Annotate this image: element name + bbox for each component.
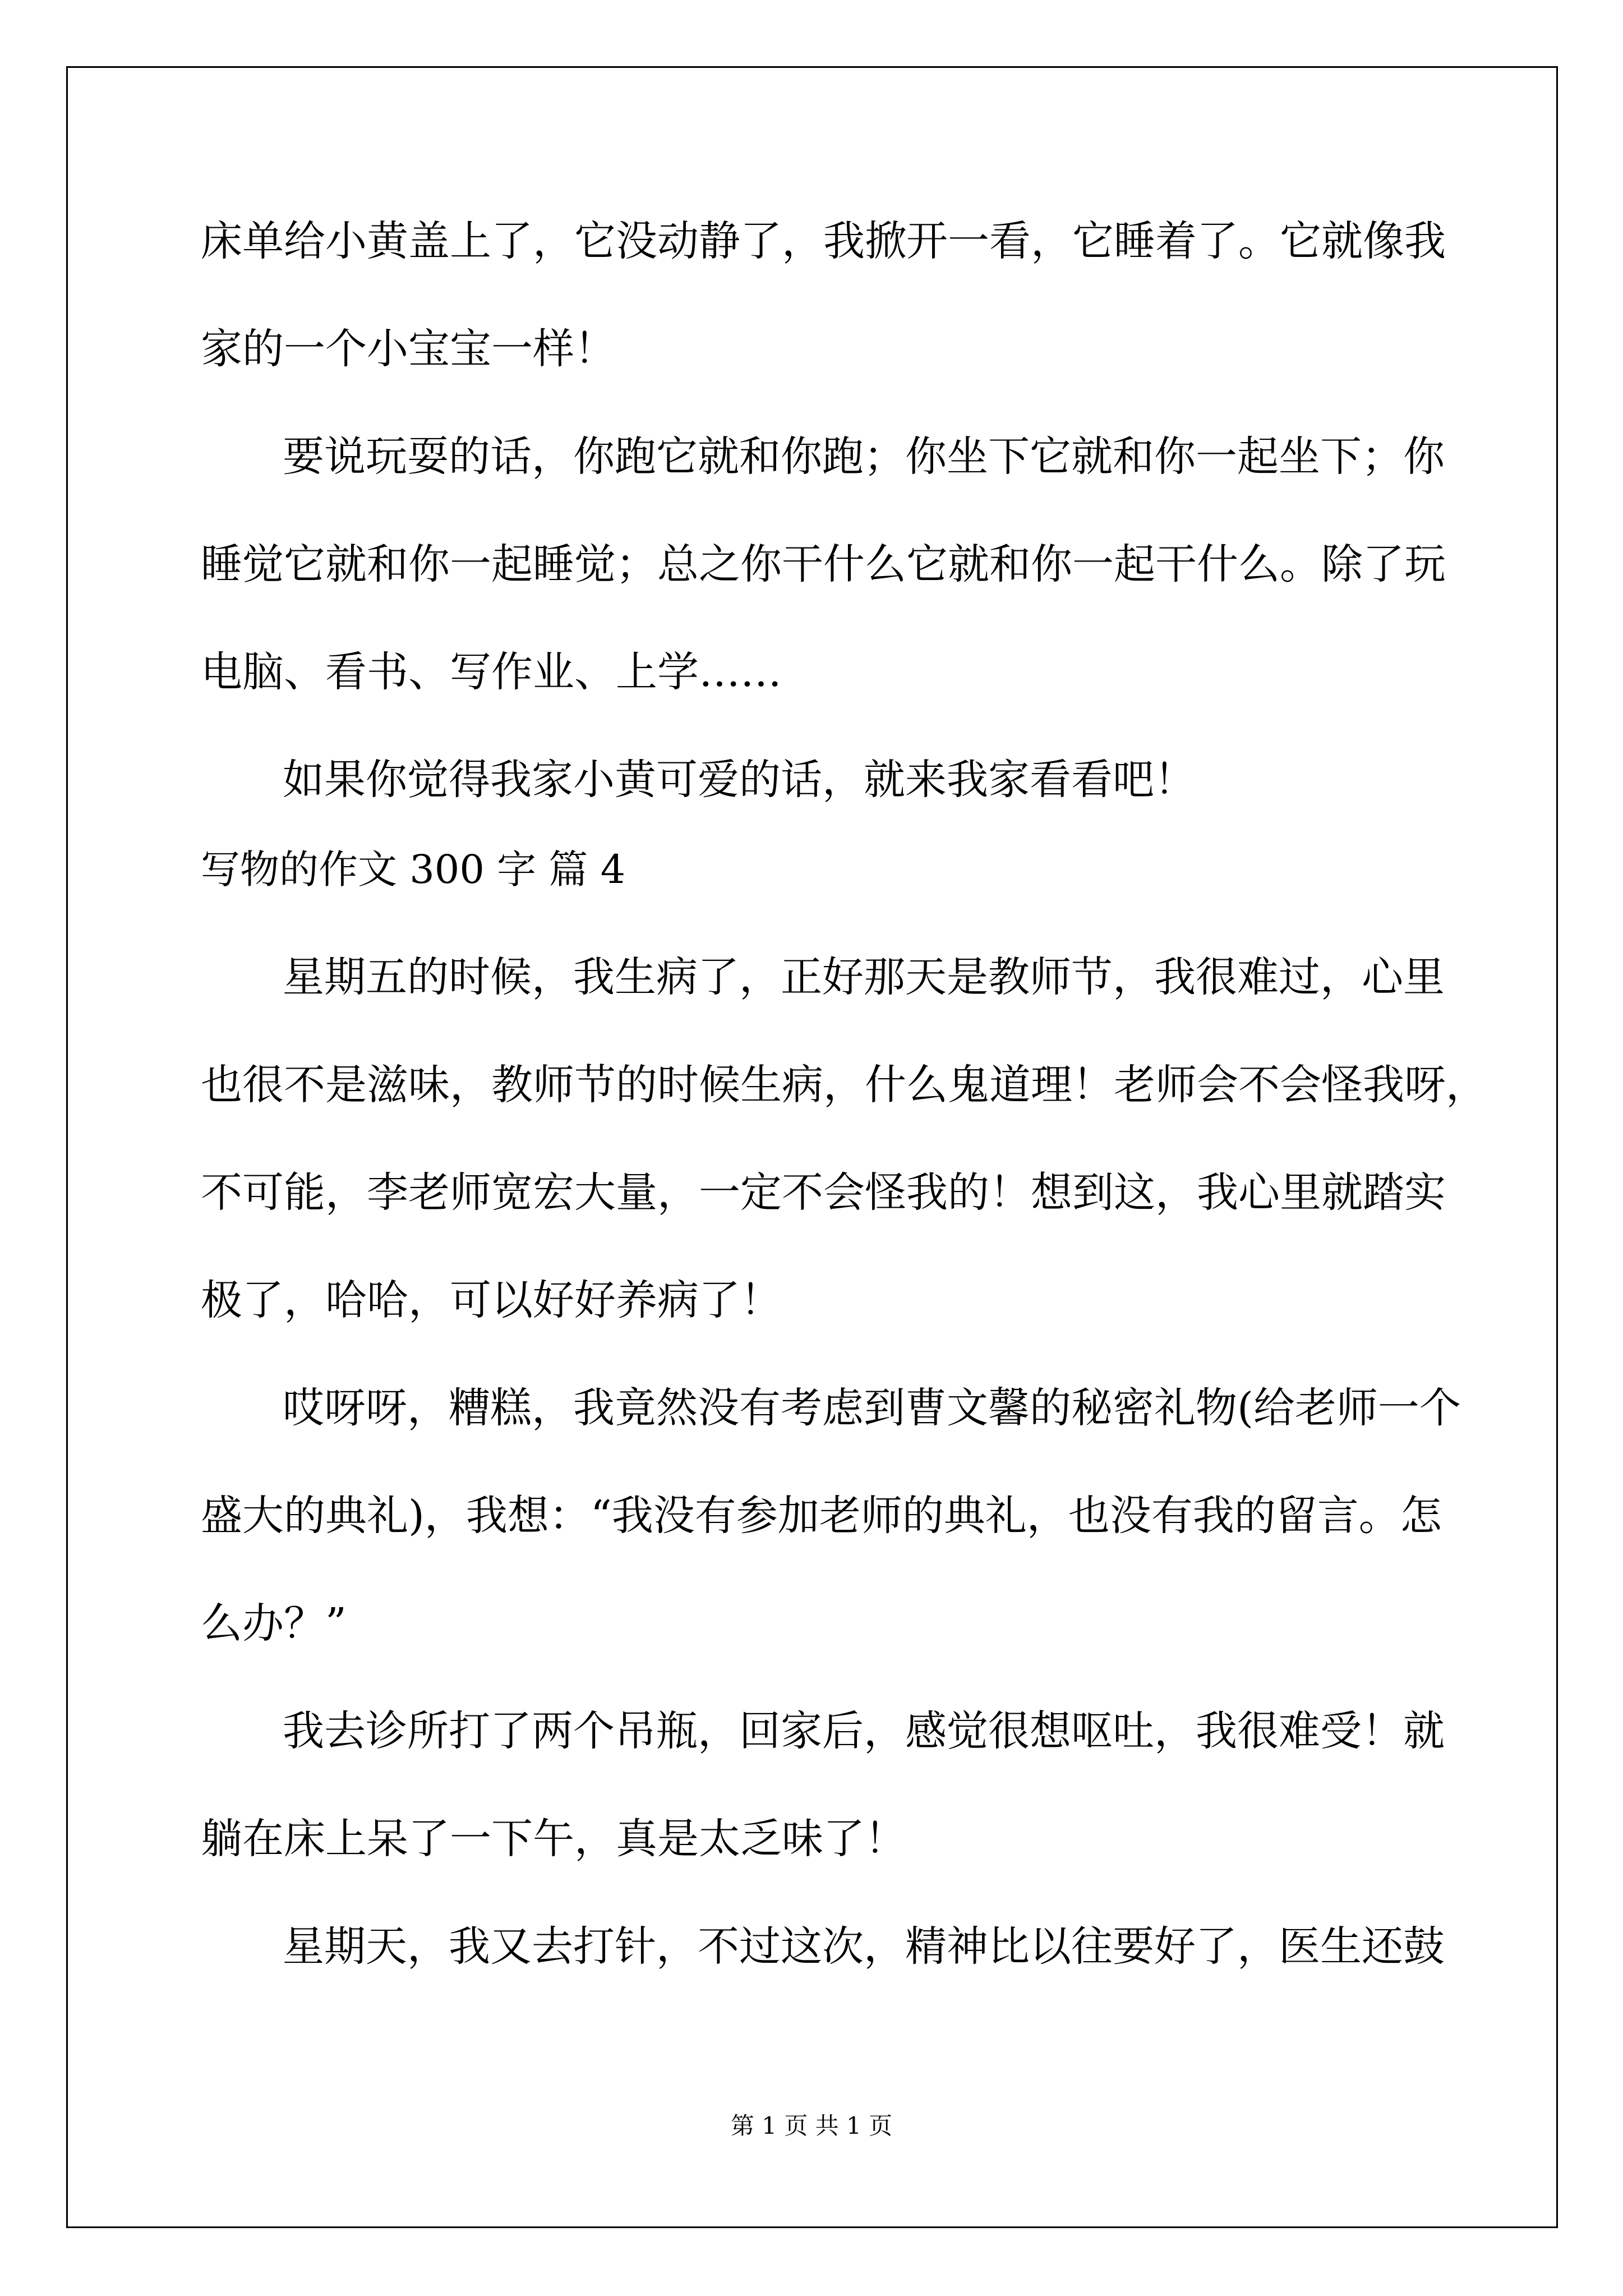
paragraph-start-line: 要说玩耍的话，你跑它就和你跑；你坐下它就和你一起坐下；你 (283, 432, 1445, 481)
text-line: 不可能，李老师宽宏大量，一定不会怪我的！想到这，我心里就踏实 (201, 1168, 1446, 1217)
text-line: 躺在床上呆了一下午，真是太乏味了！ (201, 1815, 906, 1863)
text-line: 电脑、看书、写作业、上学…… (201, 648, 782, 696)
paragraph-start-line: 如果你觉得我家小黄可爱的话，就来我家看看吧！ (283, 756, 1196, 804)
text-line: 也很不是滋味，教师节的时候生病，什么鬼道理！老师会不会怪我呀， (201, 1061, 1487, 1109)
text-line: 家的一个小宝宝一样！ (201, 325, 616, 373)
section-heading: 写物的作文 300 字 篇 4 (201, 846, 626, 892)
text-line: 盛大的典礼)，我想：“我没有参加老师的典礼，也没有我的留言。怎 (201, 1492, 1442, 1540)
text-line: 么办？” (201, 1599, 347, 1648)
paragraph-start-line: 星期天，我又去打针，不过这次，精神比以往要好了，医生还鼓 (283, 1922, 1445, 1971)
page-number-footer: 第 1 页 共 1 页 (730, 2112, 893, 2139)
paragraph-start-line: 星期五的时候，我生病了，正好那天是教师节，我很难过，心里 (283, 953, 1445, 1001)
page-border (66, 66, 1558, 2228)
paragraph-start-line: 我去诊所打了两个吊瓶，回家后，感觉很想呕吐，我很难受！就 (283, 1707, 1445, 1755)
text-line: 极了，哈哈，可以好好养病了！ (201, 1276, 782, 1324)
paragraph-start-line: 哎呀呀，糟糕，我竟然没有考虑到曹文馨的秘密礼物(给老师一个 (283, 1384, 1461, 1432)
text-line: 睡觉它就和你一起睡觉；总之你干什么它就和你一起干什么。除了玩 (201, 540, 1446, 588)
text-line: 床单给小黄盖上了，它没动静了，我掀开一看，它睡着了。它就像我 (201, 217, 1446, 265)
